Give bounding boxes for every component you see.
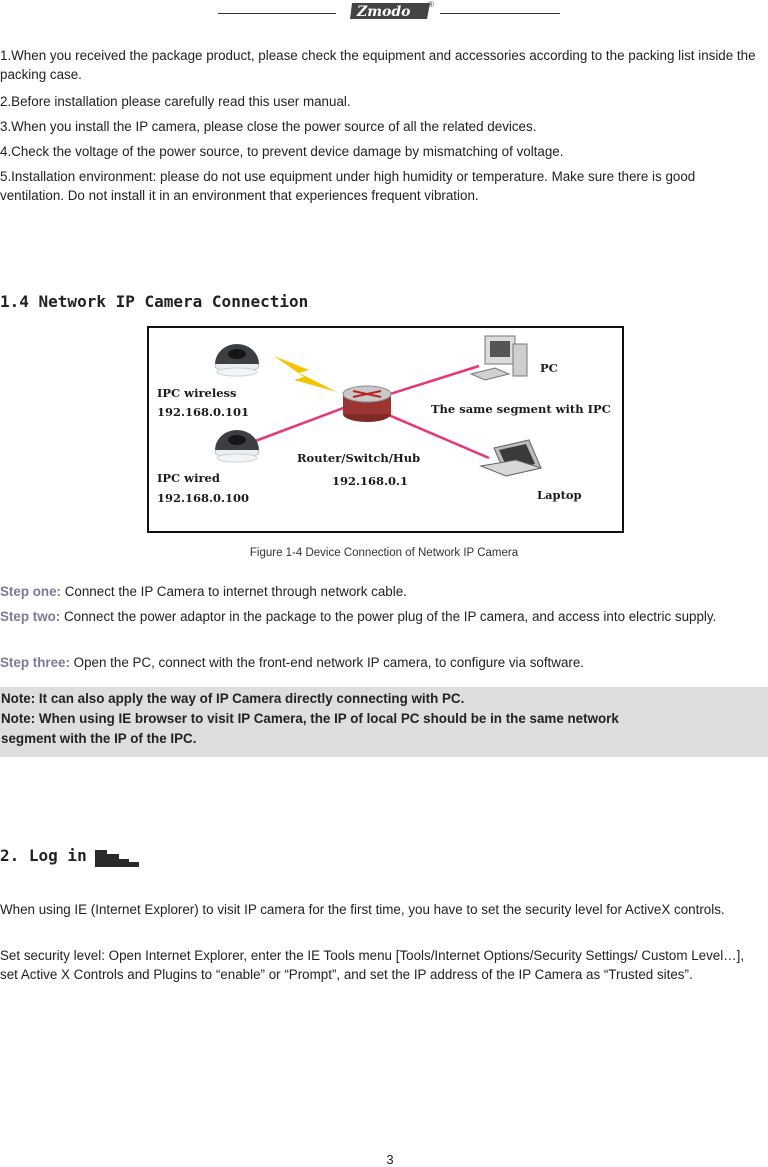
wireless-camera-icon xyxy=(215,344,259,376)
step-two xyxy=(0,607,760,626)
page-header xyxy=(0,0,768,24)
laptop-label: Laptop xyxy=(537,488,582,502)
wired-camera-icon xyxy=(215,430,259,462)
wired-camera-label: IPC wired xyxy=(157,471,220,485)
note-line-2: Note: When using IE browser to visit IP Camera, the IP of local PC should be in the same network xyxy=(1,711,619,726)
wireless-bolt-icon xyxy=(274,356,337,392)
router-label: Router/Switch/Hub xyxy=(297,451,421,465)
step-one-label: Step one: xyxy=(0,584,62,599)
login-para-2: Set security level: Open Internet Explorer, enter the IE Tools menu [Tools/Internet Options/Security Settings/ Custom Level…], set Active X Controls and Plugins to “enable” or “Prompt”, and set the IP address of the IP Camera as “Trusted sites”. xyxy=(0,948,745,982)
router-ip: 192.168.0.1 xyxy=(332,474,409,488)
router-icon xyxy=(343,386,391,422)
segment-label: The same segment with IPC xyxy=(431,402,611,416)
section-title-network: 1.4 Network IP Camera Connection xyxy=(0,292,309,311)
note-box xyxy=(0,687,768,757)
step-one xyxy=(0,582,760,601)
step-two-label: Step two: xyxy=(0,609,61,624)
laptop-icon xyxy=(481,440,541,476)
login-step-icon xyxy=(95,847,139,867)
network-diagram xyxy=(147,326,624,533)
intro-item-2: 2.Before installation please carefully read this user manual. xyxy=(0,94,351,109)
intro-item-5: 5.Installation environment: please do not use equipment under high humidity or temperature. Make sure there is good ventilation. Do not install it in an environment that experiences frequent vibration. xyxy=(0,169,696,203)
wireless-camera-ip: 192.168.0.101 xyxy=(157,405,250,419)
header-rule-left xyxy=(218,13,336,14)
intro-item-4: 4.Check the voltage of the power source, to prevent device damage by mismatching of voltage. xyxy=(0,144,564,159)
pc-label: PC xyxy=(540,361,558,375)
page-number: 3 xyxy=(386,1152,394,1167)
figure-caption: Figure 1-4 Device Connection of Network IP Camera xyxy=(249,547,519,559)
intro-item-3: 3.When you install the IP camera, please close the power source of all the related devices. xyxy=(0,119,537,134)
note-line-3: segment with the IP of the IPC. xyxy=(1,731,197,746)
wireless-camera-label: IPC wireless xyxy=(157,386,237,400)
svg-text:Zmodo: Zmodo xyxy=(357,4,411,20)
step-three xyxy=(0,653,760,672)
intro-item-1: 1.When you received the package product, please check the equipment and accessories according to the packing list inside the packing case. xyxy=(0,48,756,82)
pc-icon xyxy=(471,336,527,380)
header-rule-right xyxy=(440,13,560,14)
login-para-1: When using IE (Internet Explorer) to visit IP camera for the first time, you have to set the security level for ActiveX controls. xyxy=(0,902,725,917)
step-three-text: Open the PC, connect with the front-end network IP camera, to configure via software. xyxy=(69,655,585,670)
brand-logo xyxy=(350,0,432,22)
step-two-text: Connect the power adaptor in the package to the power plug of the IP camera, and access into electric supply. xyxy=(60,609,717,624)
wired-camera-ip: 192.168.0.100 xyxy=(157,491,250,505)
step-one-text: Connect the IP Camera to internet through network cable. xyxy=(61,584,407,599)
registered-mark: ® xyxy=(428,0,434,9)
step-three-label: Step three: xyxy=(0,655,70,670)
login-title-text: 2. Log in xyxy=(0,846,87,865)
note-line-1: Note: It can also apply the way of IP Camera directly connecting with PC. xyxy=(1,691,465,706)
section-title-login xyxy=(0,846,87,865)
